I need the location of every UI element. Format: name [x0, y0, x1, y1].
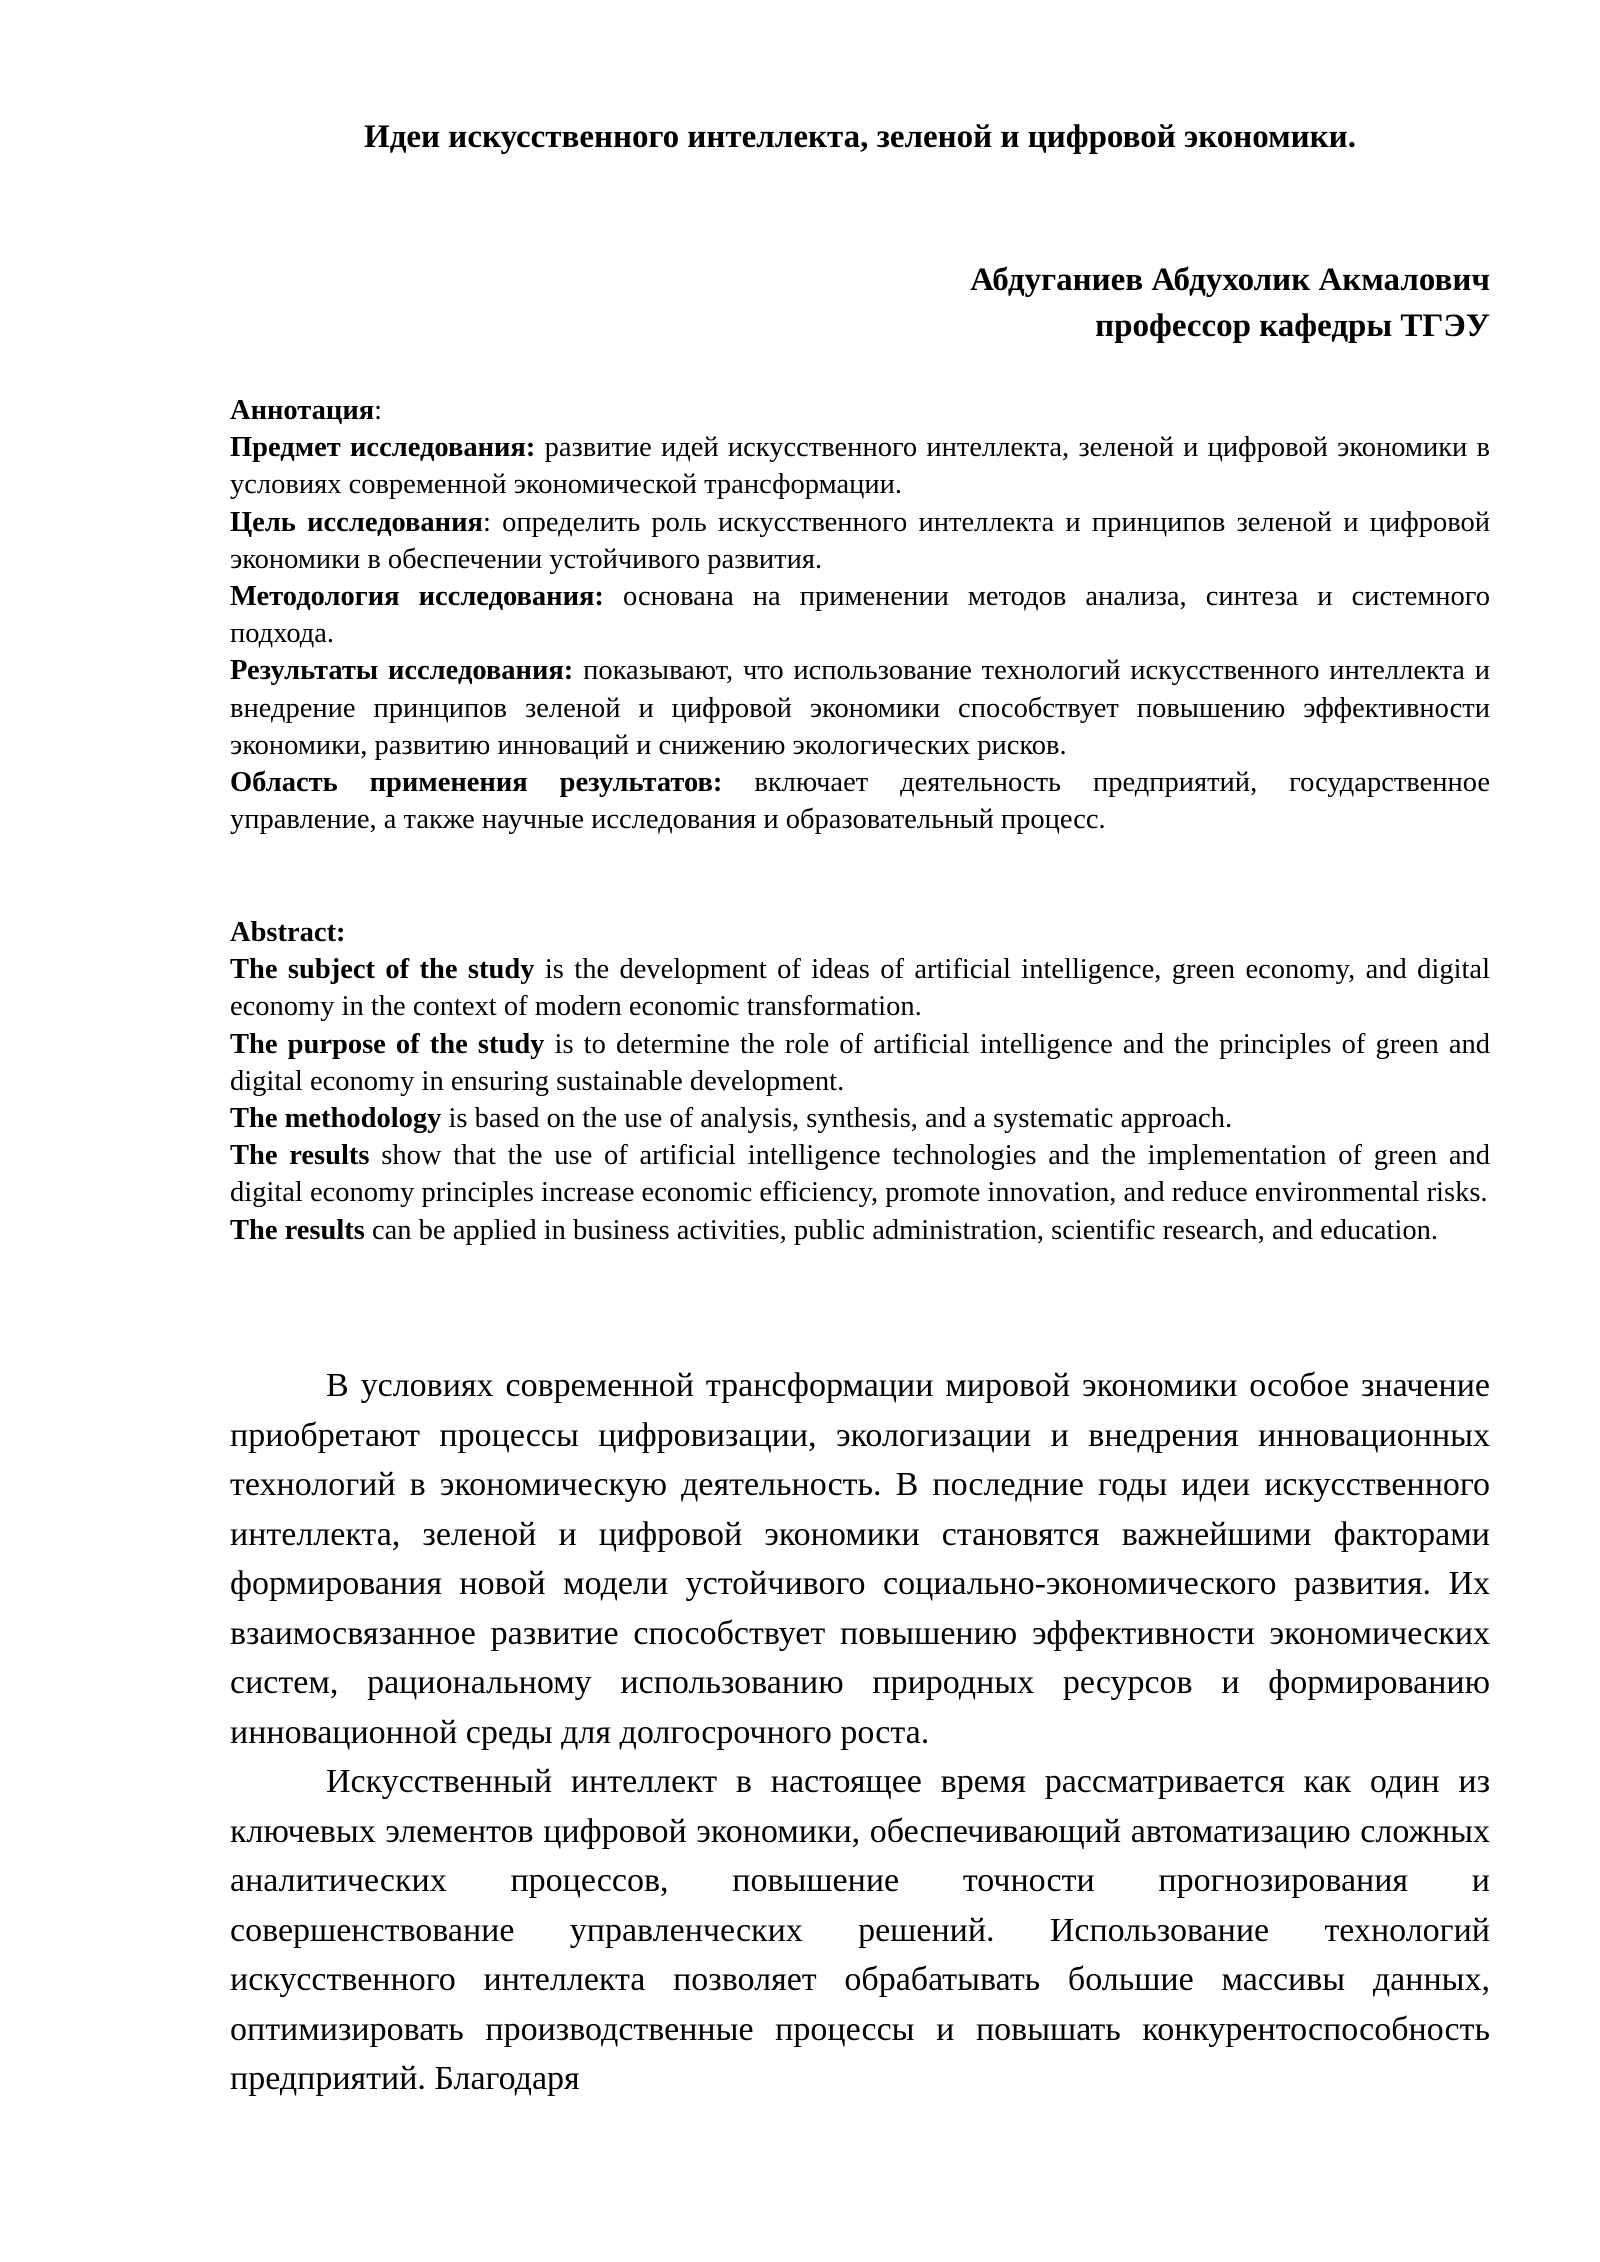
- abstract-item-text: can be applied in business activities, public administration, scientific research, and education.: [364, 1214, 1439, 1246]
- abstract-heading-line: [230, 914, 1490, 951]
- abstract-item-label: The results: [230, 1214, 365, 1246]
- annotation-item-label: Предмет исследования:: [230, 432, 536, 464]
- abstract-item: [230, 1026, 1490, 1100]
- body-text: [230, 1361, 1490, 2104]
- abstract-item-label: The purpose of the study: [230, 1028, 545, 1060]
- abstract-item-text: show that the use of artificial intelligence technologies and the implementation of green and digital economy principles increase economic efficiency, promote innovation, and reduce environmental risks.: [230, 1140, 1490, 1209]
- annotation-heading: Аннотация: [230, 395, 375, 426]
- abstract-item-label: The methodology: [230, 1103, 442, 1135]
- annotation-heading-colon: :: [374, 395, 383, 426]
- annotation-section: [230, 392, 1490, 838]
- abstract-item-text: is to determine the role of artificial intelligence and the principles of green and digital economy in ensuring sustainable development.: [230, 1028, 1490, 1097]
- annotation-item: [230, 578, 1490, 652]
- abstract-item: [230, 1100, 1490, 1137]
- abstract-item-label: The results: [230, 1140, 370, 1172]
- author-block: [970, 257, 1490, 349]
- author-name: Абдуганиев Абдухолик Акмалович: [970, 262, 1490, 298]
- annotation-item-label: Результаты исследования:: [230, 655, 574, 687]
- abstract-heading: Abstract:: [230, 917, 346, 948]
- annotation-item-text: развитие идей искусственного интеллекта, зеленой и цифровой экономики в условиях современной экономической трансформации.: [230, 432, 1490, 501]
- abstract-section: [230, 914, 1490, 1249]
- annotation-item-text: показывают, что использование технологий искусственного интеллекта и внедрение принципов зеленой и цифровой экономики способствует повышению эффективности экономики, развитию инноваций и снижению экологических рисков.: [230, 655, 1490, 761]
- annotation-item-label: Цель исследования: [230, 506, 483, 538]
- abstract-item-text: is the development of ideas of artificial intelligence, green economy, and digital economy in the context of modern economic transformation.: [230, 954, 1490, 1023]
- body-paragraph: Искусственный интеллект в настоящее время рассматривается как один из ключевых элементов цифровой экономики, обеспечивающий автоматизацию сложных аналитических процессов, повышение точности прогнозирования и совершенствование управленческих решений. Использование технологий искусственного интеллекта позволяет обрабатывать большие массивы данных, оптимизировать производственные процессы и повышать конкурентоспособность предприятий. Благодаря: [230, 1763, 1490, 2097]
- body-paragraph: В условиях современной трансформации мировой экономики особое значение приобретают процессы цифровизации, экологизации и внедрения инновационных технологий в экономическую деятельность. В последние годы идеи искусственного интеллекта, зеленой и цифровой экономики становятся важнейшими факторами формирования новой модели устойчивого социально-экономического развития. Их взаимосвязанное развитие способствует повышению эффективности экономических систем, рациональному использованию природных ресурсов и формированию инновационной среды для долгосрочного роста.: [230, 1367, 1490, 1751]
- annotation-item: [230, 652, 1490, 764]
- annotation-heading-line: [230, 392, 1490, 429]
- annotation-item: [230, 429, 1490, 503]
- abstract-item-label: The subject of the study: [230, 954, 535, 986]
- annotation-item-label: Методология исследования:: [230, 581, 604, 613]
- annotation-item-text: включает деятельность предприятий, государственное управление, а также научные исследования и образовательный процесс.: [230, 767, 1490, 836]
- abstract-item: [230, 951, 1490, 1025]
- abstract-item: [230, 1137, 1490, 1211]
- annotation-item-text: основана на применении методов анализа, синтеза и системного подхода.: [230, 581, 1491, 650]
- annotation-item-label: Область применения результатов:: [230, 767, 723, 799]
- annotation-item: [230, 764, 1490, 838]
- annotation-item-text: : определить роль искусственного интеллекта и принципов зеленой и цифровой экономики в обеспечении устойчивого развития.: [230, 506, 1490, 575]
- abstract-item-text: is based on the use of analysis, synthesis, and a systematic approach.: [441, 1103, 1233, 1135]
- author-position: профессор кафедры ТГЭУ: [1095, 308, 1490, 344]
- paper-title: Идеи искусственного интеллекта, зеленой и цифровой экономики.: [364, 119, 1356, 155]
- abstract-item: [230, 1212, 1490, 1249]
- annotation-item: [230, 504, 1490, 578]
